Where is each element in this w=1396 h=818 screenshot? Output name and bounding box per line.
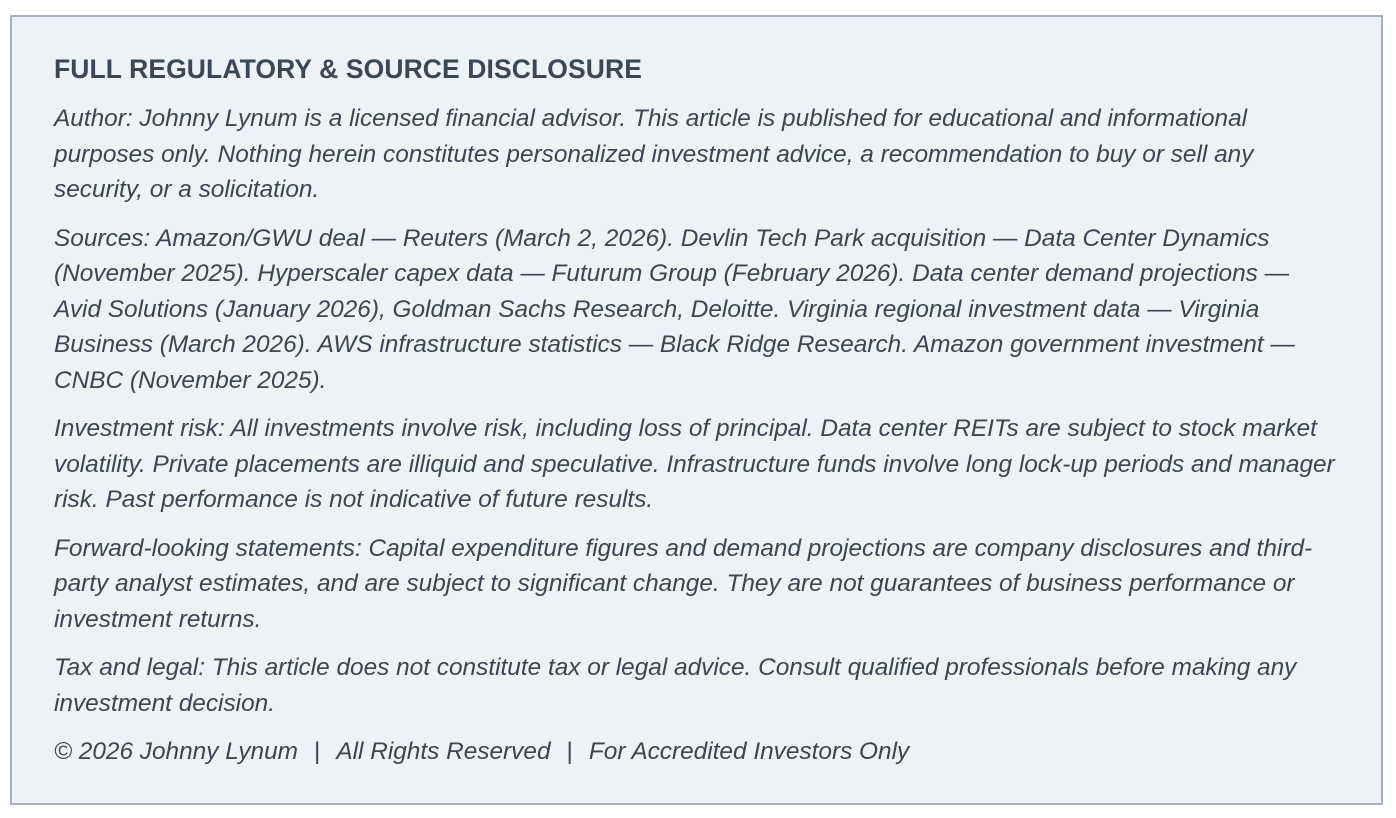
disclosure-title: FULL REGULATORY & SOURCE DISCLOSURE xyxy=(54,54,643,84)
author-paragraph: Author: Johnny Lynum is a licensed financial advisor. This article is published for educational and informational purposes only. Nothing herein constitutes personalized investment advice, a recommendation to buy or sell any security, or a solicitation. xyxy=(54,105,1254,203)
footer-separator: | xyxy=(313,738,321,765)
copyright-text: © 2026 Johnny Lynum xyxy=(54,738,298,765)
rights-text: All Rights Reserved xyxy=(336,738,551,765)
forward-looking-paragraph: Forward-looking statements: Capital expenditure figures and demand projections are company disclosures and third-party analyst estimates, and are subject to significant change. They are not guarantees of business performance or investment returns. xyxy=(54,534,1313,633)
footer-line xyxy=(54,734,1339,770)
audience-text: For Accredited Investors Only xyxy=(588,738,910,765)
tax-legal-paragraph: Tax and legal: This article does not constitute tax or legal advice. Consult qualified professionals before making any investment decision. xyxy=(54,654,1297,717)
investment-risk-paragraph: Investment risk: All investments involve risk, including loss of principal. Data center REITs are subject to stock market volatility. Private placements are illiquid and speculative. Infrastructure funds involve long lock-up periods and manager risk. Past performance is not indicative of future results. xyxy=(54,415,1335,513)
sources-paragraph: Sources: Amazon/GWU deal — Reuters (March 2, 2026). Devlin Tech Park acquisition — Data Center Dynamics (November 2025). Hyperscaler capex data — Futurum Group (February 2026). Data center demand projections — Avid Solutions (January 2026), Goldman Sachs Research, Deloitte. Virginia regional investment data — Virginia Business (March 2026). AWS infrastructure statistics — Black Ridge Research. Amazon government investment — CNBC (November 2025). xyxy=(54,224,1295,394)
disclosure-box xyxy=(10,15,1383,805)
footer-separator: | xyxy=(566,738,573,765)
